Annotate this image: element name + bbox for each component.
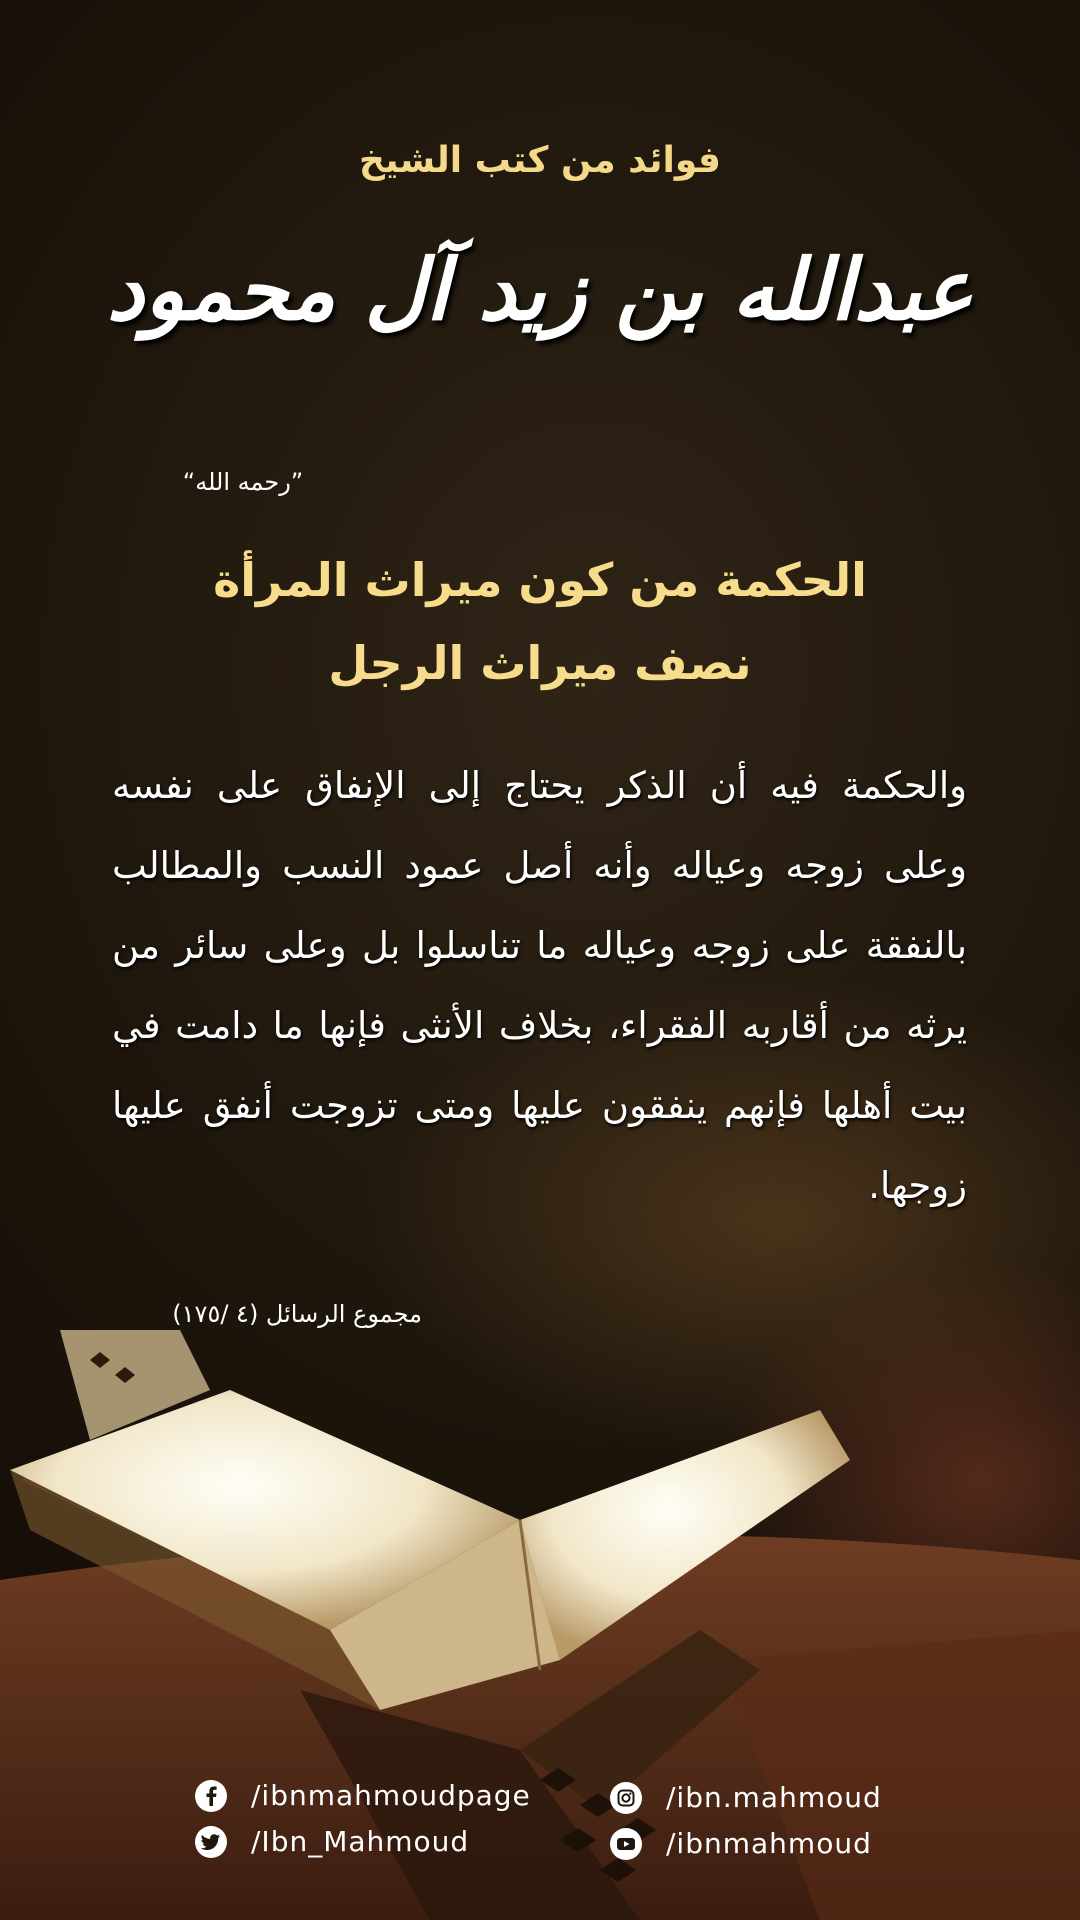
facebook-handle: /ibnmahmoudpage <box>251 1779 531 1812</box>
open-book-illustration <box>0 1330 1080 1920</box>
article-title-line1: الحكمة من كون ميراث المرأة <box>213 553 867 607</box>
honorific-text: ”رحمه الله“ <box>182 468 304 496</box>
twitter-link[interactable] <box>195 1825 469 1858</box>
article-title-line2: نصف ميراث الرجل <box>328 636 752 690</box>
youtube-link[interactable] <box>610 1827 872 1860</box>
instagram-link[interactable] <box>610 1781 882 1814</box>
author-calligraphy: عبدالله بن زيد آل محمود <box>106 240 974 339</box>
article-body: والحكمة فيه أن الذكر يحتاج إلى الإنفاق على نفسه وعلى زوجه وعياله وأنه أصل عمود النسب والمطالب بالنفقة على زوجه وعياله ما تناسلوا بل وعلى سائر من يرثه من أقاربه الفقراء، بخلاف الأنثى فإنها ما دامت في بيت أهلها فإنهم ينفقون عليها ومتى تزوجت أنفق عليها زوجها. <box>112 764 967 1207</box>
series-subtitle: فوائد من كتب الشيخ <box>359 140 721 181</box>
youtube-icon <box>610 1828 642 1860</box>
facebook-link[interactable] <box>195 1779 531 1812</box>
youtube-handle: /ibnmahmoud <box>666 1827 872 1860</box>
source-citation: مجموع الرسائل (٤ /١٧٥) <box>172 1300 422 1328</box>
twitter-icon <box>195 1826 227 1858</box>
twitter-handle: /Ibn_Mahmoud <box>251 1825 470 1858</box>
instagram-handle: /ibn.mahmoud <box>666 1781 882 1814</box>
instagram-icon <box>610 1782 642 1814</box>
facebook-icon <box>195 1780 227 1812</box>
